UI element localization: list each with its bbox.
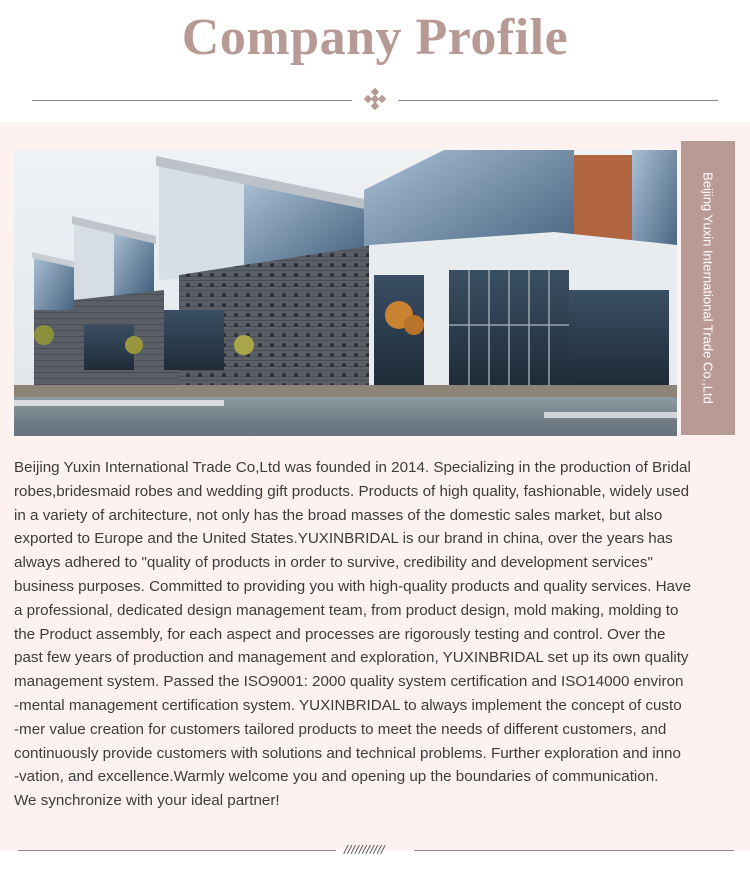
diamond-ornament-icon bbox=[364, 88, 386, 110]
description-line: the Product assembly, for each aspect and processes are rigorously testing and control. Over the bbox=[14, 625, 666, 643]
description-line: continuously provide customers with solutions and technical problems. Further exploration and inno bbox=[14, 744, 681, 762]
description-line: -vation, and excellence.Warmly welcome you and opening up the boundaries of communication. bbox=[14, 768, 659, 786]
title-divider-right bbox=[398, 100, 718, 101]
description-line: -mer value creation for customers tailored products to meet the needs of different customers, and bbox=[14, 720, 667, 738]
page-header bbox=[0, 0, 750, 122]
description-line: -mental management certification system. YUXINBRIDAL to always implement the concept of custo bbox=[14, 696, 682, 714]
description-line: always adhered to "quality of products in order to survive, credibility and development services" bbox=[14, 554, 653, 572]
description-line: past few years of production and management and exploration, YUXINBRIDAL set up its own quality bbox=[14, 649, 689, 667]
description-line: robes,bridesmaid robes and wedding gift products. Products of high quality, fashionable, widely used bbox=[14, 482, 690, 500]
page-title: Company Profile bbox=[181, 9, 569, 66]
footer-divider-left bbox=[18, 850, 336, 851]
description-line: We synchronize with your ideal partner! bbox=[14, 792, 280, 810]
description-line: exported to Europe and the United States.YUXINBRIDAL is our brand in china, over the years has bbox=[14, 530, 673, 548]
description-line: in a variety of architecture, not only has the broad masses of the domestic sales market, but also bbox=[14, 506, 663, 524]
title-divider-left bbox=[32, 100, 352, 101]
description-line: a professional, dedicated design management team, from product design, mold making, molding to bbox=[14, 601, 679, 619]
company-name-sidebar bbox=[681, 141, 735, 435]
company-description bbox=[14, 456, 736, 813]
footer-divider-right bbox=[414, 850, 734, 851]
description-line: business purposes. Committed to providing you with high-quality products and quality services. Have bbox=[14, 577, 692, 595]
description-line: Beijing Yuxin International Trade Co,Ltd was founded in 2014. Specializing in the production of Bridal bbox=[14, 459, 691, 476]
company-building-photo bbox=[14, 150, 677, 436]
description-line: management system. Passed the ISO9001: 2000 quality system certification and ISO14000 environ bbox=[14, 673, 684, 691]
sidebar-company-name: Beijing Yuxin International Trade Co.,Ltd bbox=[700, 172, 716, 404]
footer-hatch-ornament: /////////// bbox=[344, 843, 385, 856]
